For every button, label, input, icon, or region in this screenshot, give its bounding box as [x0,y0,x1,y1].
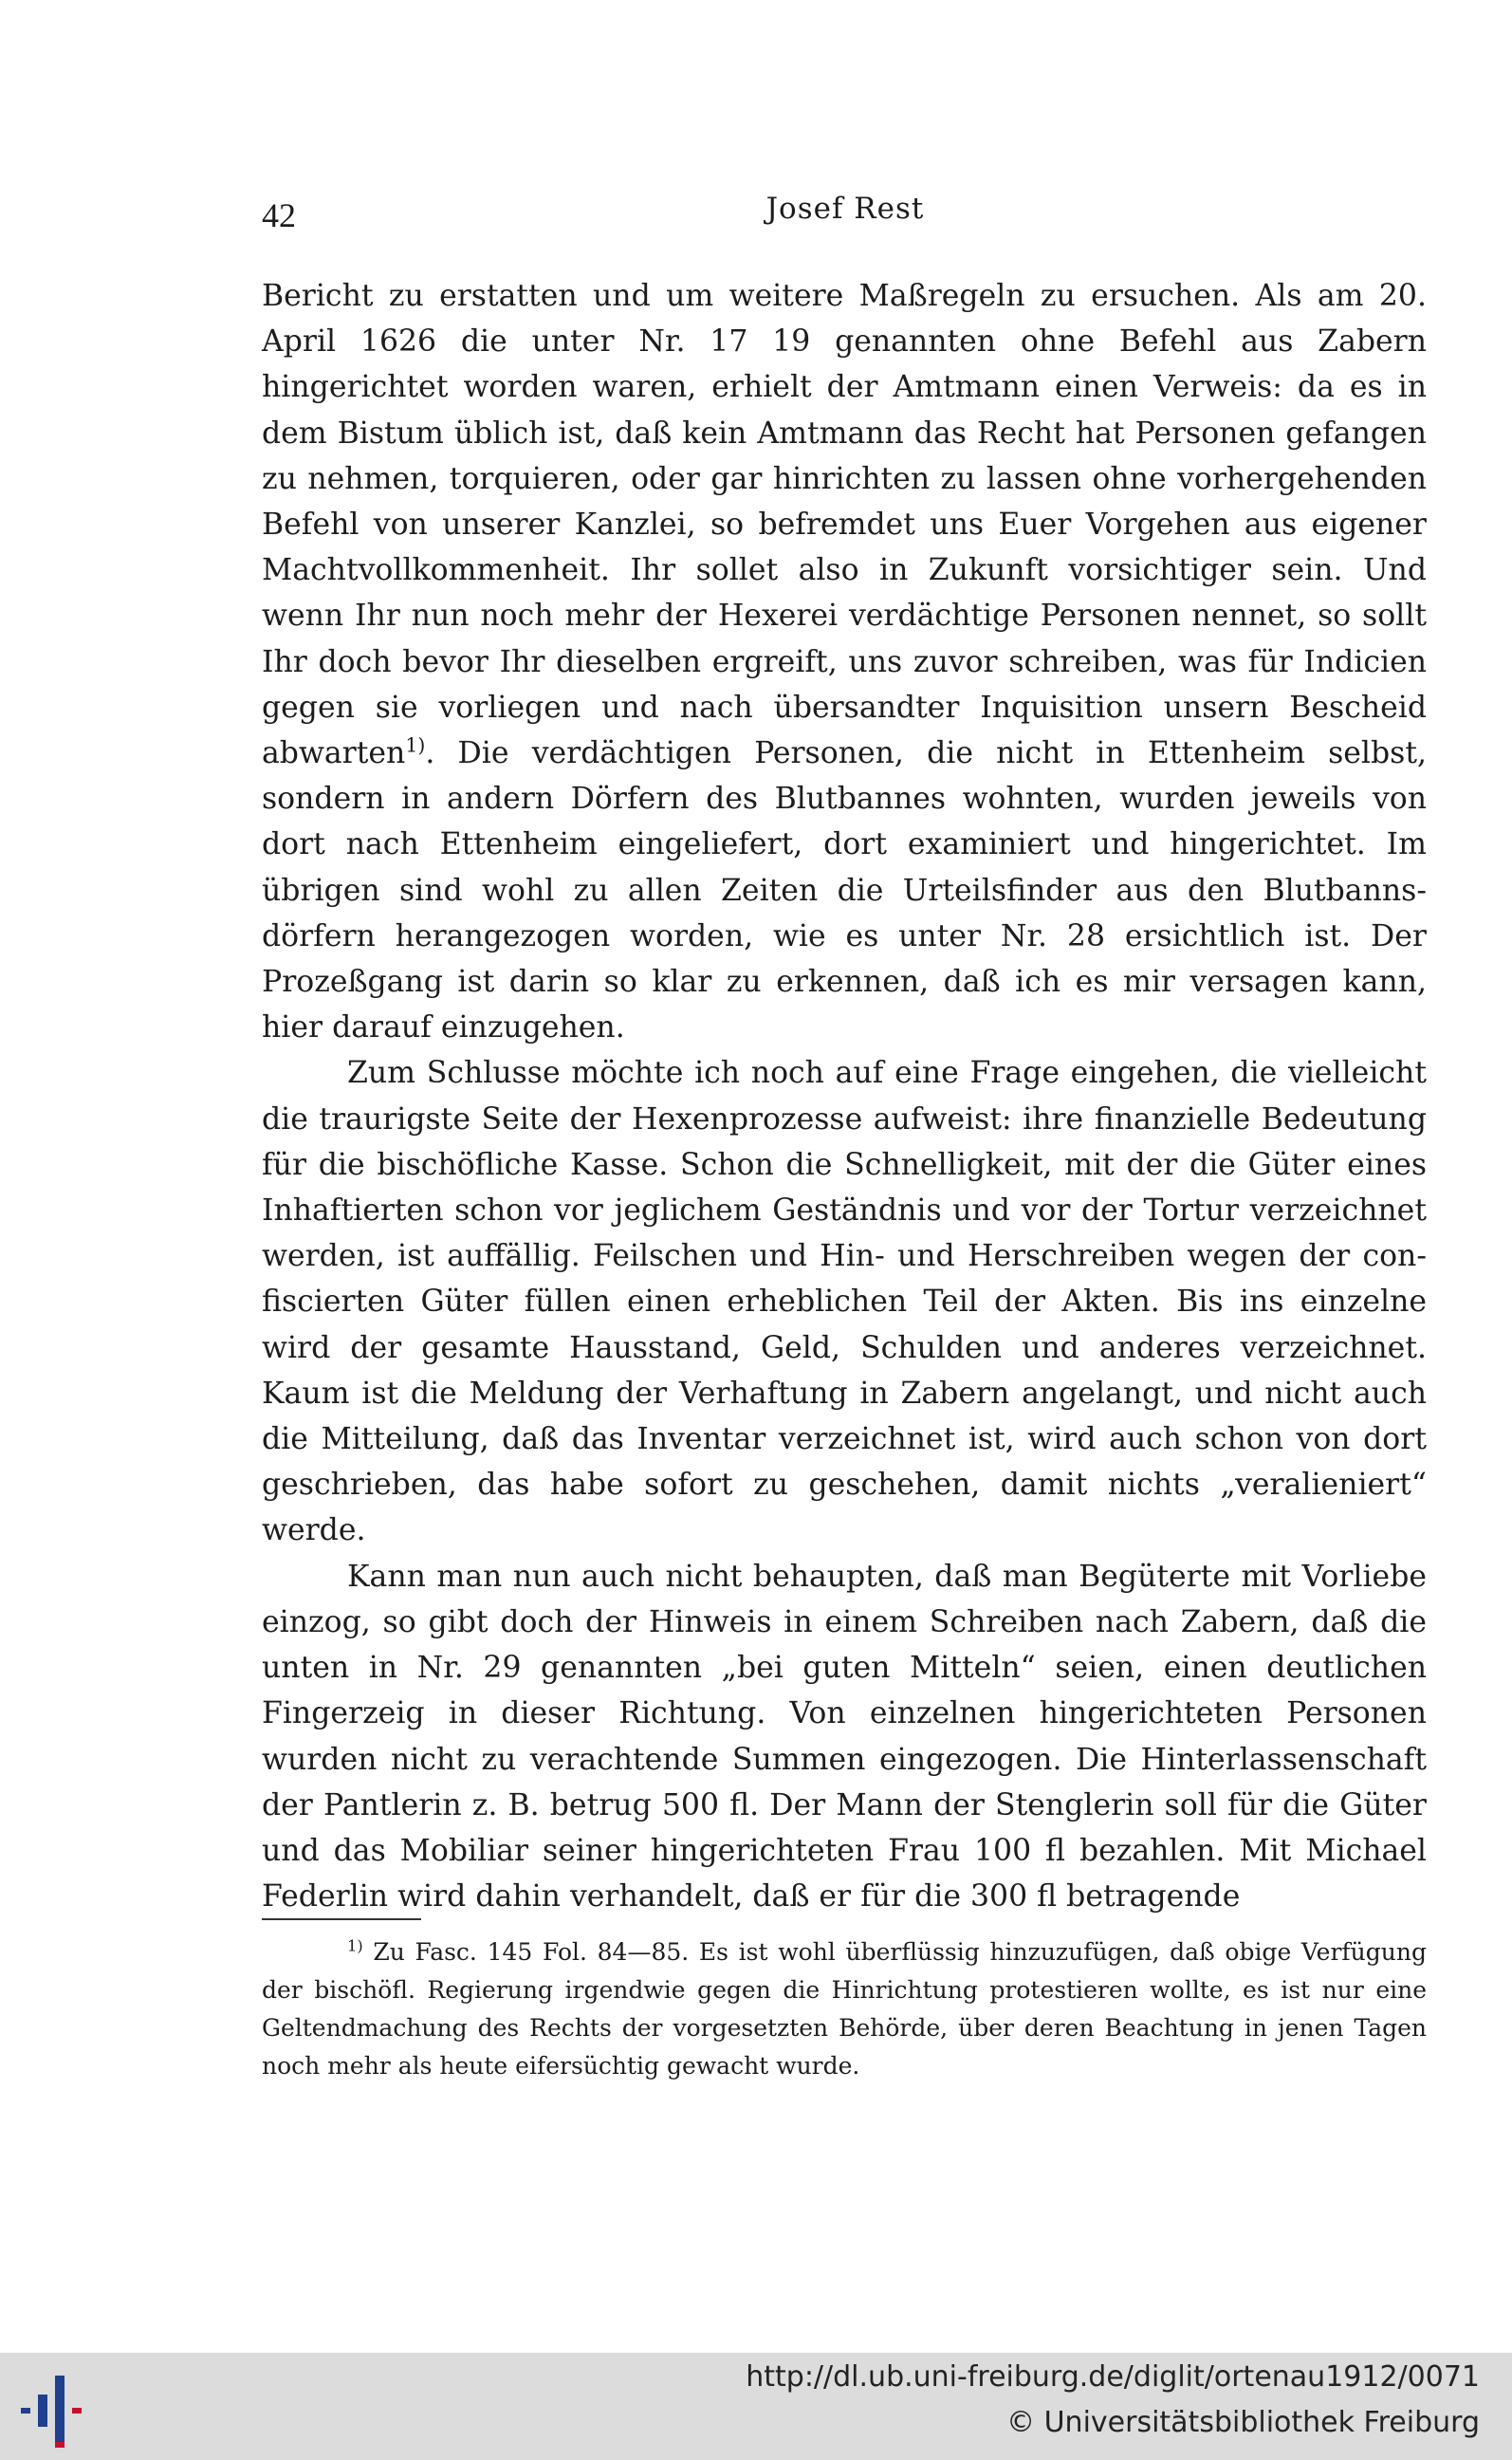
footnote-reference[interactable]: 1) [405,733,426,757]
footnote-text: Zu Fasc. 145 Fol. 84—85. Es ist wohl überflüssig hinzuzufügen, daß obige Verfügung der bischöfl. Regierung irgendwie gegen die Hinrichtung protestieren wollte, es ist nur eine Geltendmachung des Rechts der vorgesetzten Behörde, über deren Beachtung in jenen Tagen noch mehr als heute eifersüchtig gewacht wurde. [262,1938,1427,2080]
main-text [262,273,1427,1919]
copyright-notice: © Universitätsbibliothek Freiburg [1006,2406,1480,2439]
footer-bar [0,2353,1512,2460]
paragraph-1 [262,273,1427,1050]
page-header [262,188,1429,245]
footnote [262,1933,1427,2085]
footnote-marker: 1) [347,1936,363,1955]
footnote-divider [262,1918,421,1920]
running-head: Josef Rest [765,192,925,226]
paragraph-1-text: Bericht zu erstatten und um weitere Maßregeln zu ersuchen. Als am 20. April 1626 die unter Nr. 17 19 genannten ohne Befehl aus Zabern hingerichtet worden waren, erhielt der Amtmann einen Verweis: da es in dem Bistum üblich ist, daß kein Amtmann das Recht hat Personen gefangen zu nehmen, torquieren, oder gar hinrichten zu lassen ohne vorhergehenden Befehl von unserer Kanzlei, so befremdet uns Euer Vorgehen aus eigener Machtvollkommenheit. Ihr sollet also in Zukunft vorsichtiger sein. Und wenn Ihr nun noch mehr der Hexerei verdächtige Personen nennet, so sollt Ihr doch bevor Ihr dieselben ergreift, uns zuvor schreiben, was für Indicien gegen sie vorliegen und nach übersandter Inquisition unsern Bescheid abwarten [262,279,1427,771]
paragraph-1-continuation: . Die verdächtigen Personen, die nicht in Ettenheim selbst, sondern in andern Dörfern des Blutbannes wohnten, wurden jeweils von dort nach Ettenheim eingeliefert, dort examiniert und hingerichtet. Im übrigen sind wohl zu allen Zeiten die Urteilsfinder aus den Blutbannsdörfern herangezogen worden, wie es unter Nr. 28 ersichtlich ist. Der Prozeßgang ist darin so klar zu erkennen, daß ich es mir versagen kann, hier darauf einzugehen. [262,736,1427,1045]
paragraph-2: Zum Schlusse möchte ich noch auf eine Frage eingehen, die vielleicht die traurigste Seite der Hexenprozesse aufweist: ihre finanzielle Bedeutung für die bischöfliche Kasse. Schon die Schnelligkeit, mit der die Güter eines Inhaftierten schon vor jeglichem Geständnis und vor der Tortur verzeichnet werden, ist auffällig. Feilschen und Hin- und Herschreiben wegen der confiscierten Güter füllen einen erheblichen Teil der Akten. Bis ins einzelne wird der gesamte Hausstand, Geld, Schulden und anderes verzeichnet. Kaum ist die Meldung der Verhaftung in Zabern angelangt, und nicht auch die Mitteilung, daß das Inventar verzeichnet ist, wird auch schon von dort geschrieben, das habe sofort zu geschehen, damit nichts „veralieniert“ werde. [262,1056,1427,1548]
page-number: 42 [262,196,296,234]
paragraph-3: Kann man nun auch nicht behaupten, daß man Begüterte mit Vorliebe einzog, so gibt doch der Hinweis in einem Schreiben nach Zabern, daß die unten in Nr. 29 genannten „bei guten Mitteln“ seien, einen deutlichen Fingerzeig in dieser Richtung. Von einzelnen hingerichteten Personen wurden nicht zu verachtende Summen eingezogen. Die Hinterlassenschaft der Pantlerin z. B. betrug 500 fl. Der Mann der Stenglerin soll für die Güter und das Mobiliar seiner hingerichteten Frau 100 fl bezahlen. Mit Michael Federlin wird dahin verhandelt, daß er für die 300 fl betragende [262,1559,1427,1914]
permalink-url[interactable]: http://dl.ub.uni-freiburg.de/diglit/ortenau1912/0071 [746,2360,1480,2394]
library-logo-icon [13,2366,99,2451]
footnote-paragraph [262,1933,1427,2085]
